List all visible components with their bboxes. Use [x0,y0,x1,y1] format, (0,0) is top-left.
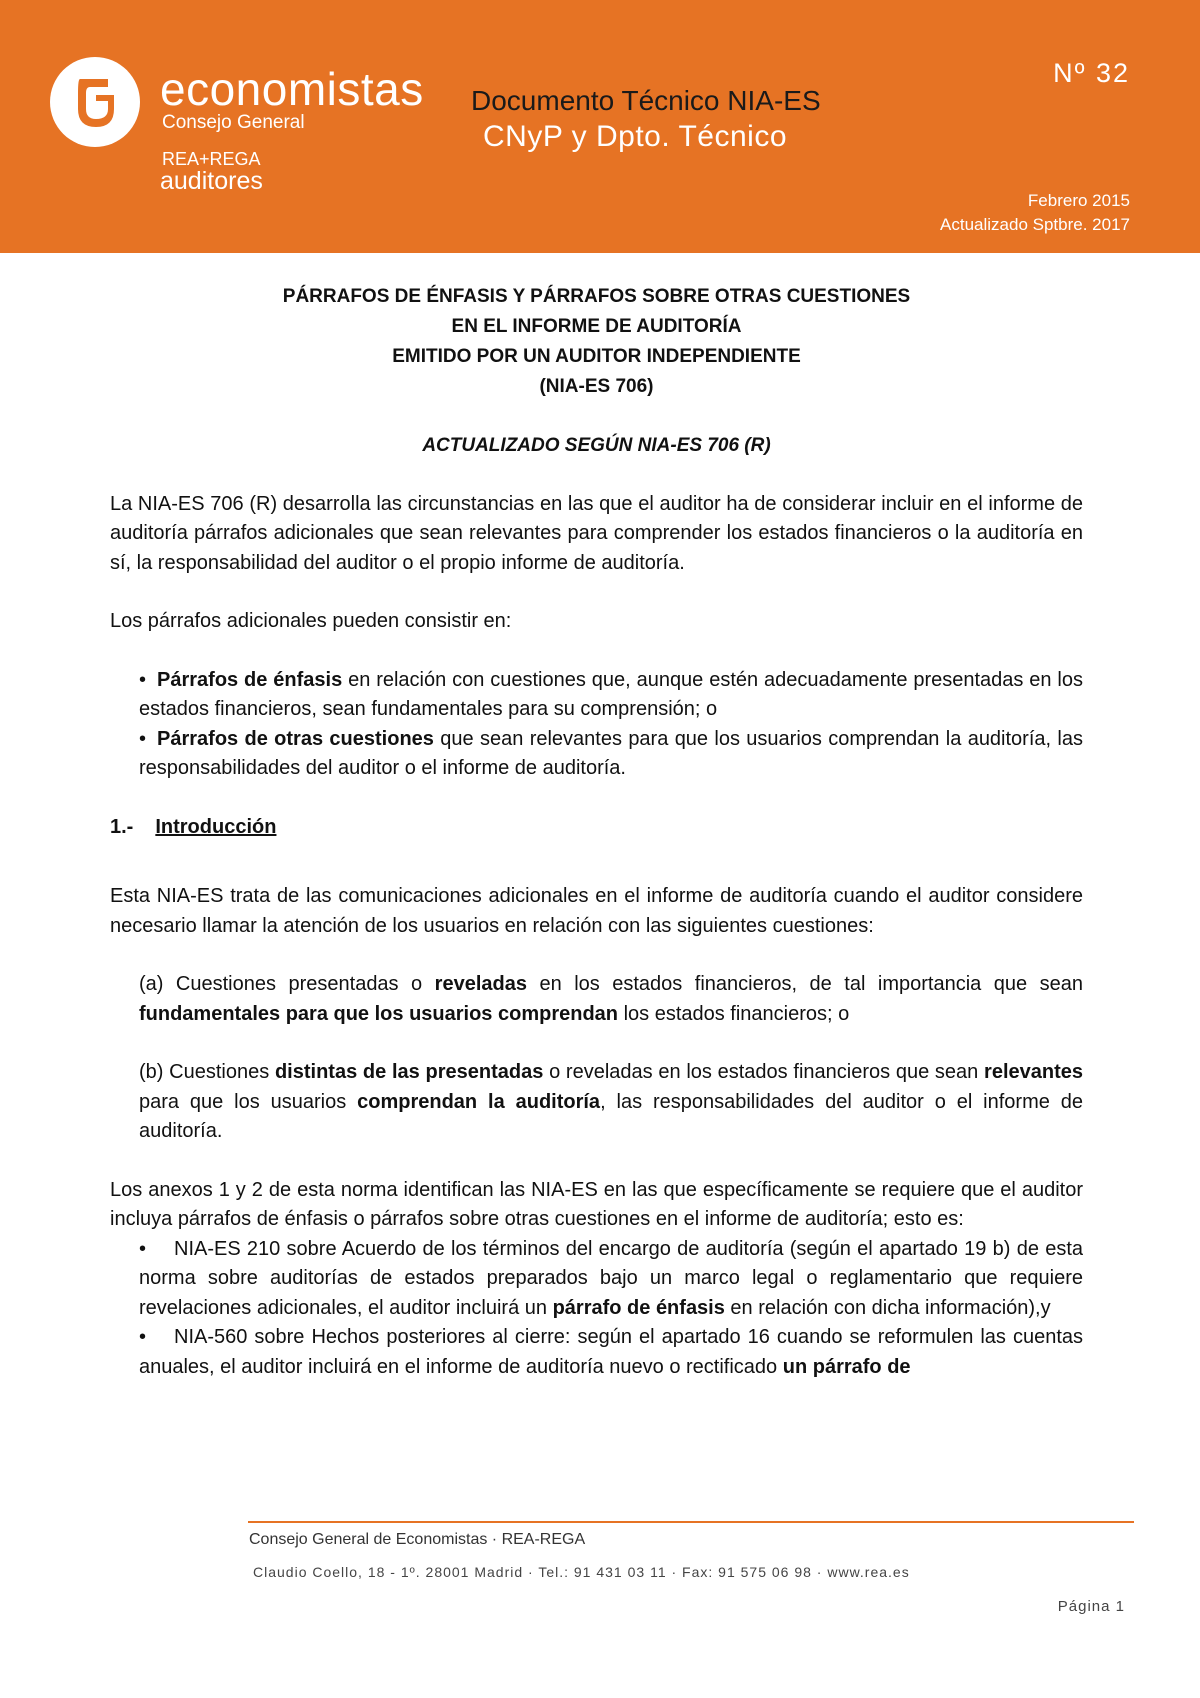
brand-subtitle: Consejo General [162,112,305,133]
section-heading [110,813,1083,843]
item-text: (a) Cuestiones presentadas o [139,973,435,995]
document-title [110,282,1083,402]
item-text: o reveladas en los estados financieros que sean [543,1061,985,1083]
bullet-icon: • [139,727,147,750]
list-text: en relación con dicha información),y [724,1296,1051,1319]
header-banner [0,0,1200,253]
item-bold: distintas de las presentadas [274,1061,544,1083]
item-a [110,970,1083,1029]
title-line: EMITIDO POR UN AUDITOR INDEPENDIENTE [392,346,801,367]
item-text: (b) Cuestiones [139,1061,275,1083]
nia-list [110,1235,1083,1383]
bullet-icon: • [139,1237,147,1260]
document-department: CNyP y Dpto. Técnico [483,120,788,153]
item-text: para que los usuarios [139,1090,358,1113]
item-text: , las responsabilidades del auditor o el informe de auditoría. [139,1090,1083,1142]
document-subtitle: ACTUALIZADO SEGÚN NIA-ES 706 (R) [422,435,771,456]
list-item [110,1235,1083,1324]
bullet-icon: • [139,668,147,691]
document-type: Documento Técnico NIA-ES [471,85,821,116]
item-bold: fundamentales para que los usuarios comprendan [139,1002,619,1025]
list-text: NIA-560 sobre Hechos posteriores al cierre: según el apartado 16 cuando se reformulen las cuentas anuales, el auditor incluirá en el informe de auditoría nuevo o rectificado [139,1326,1083,1378]
brand-name: economistas [160,63,424,115]
intro-paragraph: Los párrafos adicionales pueden consistir en: [110,610,512,632]
brand-rea-rega: REA+REGA [162,149,261,169]
brand-auditores: auditores [160,167,263,195]
list-text: NIA-ES 210 sobre Acuerdo de los términos del encargo de auditoría (según el apartado 19 b) de esta norma sobre auditorías de estados preparados bajo un marco legal o reglamentario que requiere revelaciones adicionales, el auditor incluirá un [139,1237,1083,1319]
item-bold: reveladas [434,973,527,995]
footer-organization: Consejo General de Economistas · REA-REGA [249,1531,586,1548]
page-number: Página 1 [1057,1598,1125,1615]
economistas-logo-icon [50,57,140,147]
title-line: (NIA-ES 706) [539,376,654,397]
bullet-bold: Párrafos de énfasis [157,668,343,691]
bullet-item [110,725,1083,784]
title-line: EN EL INFORME DE AUDITORÍA [451,316,742,337]
list-item [110,1323,1083,1382]
list-bold: párrafo de énfasis [552,1296,725,1319]
section-number: 1.- [110,815,134,838]
bullet-bold: Párrafos de otras cuestiones [157,727,434,750]
document-number: Nº 32 [1053,58,1130,88]
item-bold: relevantes [984,1061,1083,1083]
item-b [110,1058,1083,1147]
document-body [110,282,1083,1382]
bullet-icon: • [139,1326,147,1348]
footer-divider [248,1521,1134,1523]
item-text: en los estados financieros, de tal importancia que sean [526,973,1083,995]
publication-date: Febrero 2015 [1027,191,1130,210]
section-title: Introducción [155,815,277,838]
list-bold: un párrafo de [782,1355,911,1378]
item-text: los estados financieros; o [618,1002,850,1025]
bullet-item [110,666,1083,725]
bullet-text: que sean relevantes para que los usuarios comprendan la auditoría, las responsabilidades del auditor o el informe de auditoría. [139,727,1083,779]
intro-paragraph: La NIA-ES 706 (R) desarrolla las circunstancias en las que el auditor ha de considerar incluir en el informe de auditoría párrafos adicionales que sean relevantes para comprender los estados financieros o la auditoría en sí, la responsabilidad del auditor o el propio informe de auditoría. [110,492,1083,574]
title-line: PÁRRAFOS DE ÉNFASIS Y PÁRRAFOS SOBRE OTRAS CUESTIONES [282,286,911,307]
item-bold: comprendan la auditoría [357,1090,601,1113]
bullet-text: en relación con cuestiones que, aunque estén adecuadamente presentadas en los estados financieros, sean fundamentales para su comprensión; o [139,668,1083,720]
update-date: Actualizado Sptbre. 2017 [940,215,1130,234]
section-paragraph: Los anexos 1 y 2 de esta norma identifican las NIA-ES en las que específicamente se requiere que el auditor incluya párrafos de énfasis o párrafos sobre otras cuestiones en el informe de auditoría; esto es: [110,1178,1083,1230]
footer-address: Claudio Coello, 18 - 1º. 28001 Madrid · Tel.: 91 431 03 11 · Fax: 91 575 06 98 · www.rea.es [253,1564,910,1580]
section-paragraph: Esta NIA-ES trata de las comunicaciones adicionales en el informe de auditoría cuando el auditor considere necesario llamar la atención de los usuarios en relación con las siguientes cuestiones: [110,885,1083,937]
